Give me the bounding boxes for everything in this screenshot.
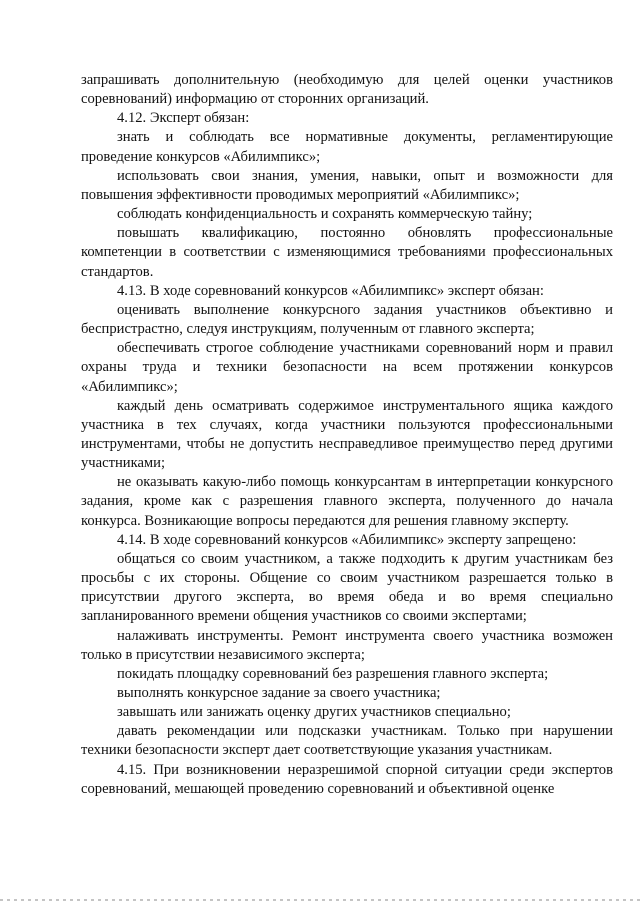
paragraph: повышать квалификацию, постоянно обновлять профессиональные компетенции в соответствии с изменяющимися требованиями профессиональных стандартов. [81,225,613,280]
paragraph: соблюдать конфиденциальность и сохранять коммерческую тайну; [117,206,533,223]
paragraph: покидать площадку соревнований без разрешения главного эксперта; [117,665,549,682]
paragraph: налаживать инструменты. Ремонт инструмента своего участника возможен только в присутствии независимого эксперта; [81,627,613,663]
document-body [81,71,613,799]
paragraph: выполнять конкурсное задание за своего участника; [117,685,441,701]
paragraph: знать и соблюдать все нормативные документы, регламентирующие проведение конкурсов «Абилимпикс»; [81,129,613,165]
section-heading-4-15: 4.15. При возникновении неразрешимой спорной ситуации среди экспертов соревнований, мешающей проведению соревнований и объективной оценке [81,761,613,797]
section-heading-4-13: 4.13. В ходе соревнований конкурсов «Абилимпикс» эксперт обязан: [117,282,544,299]
paragraph: обеспечивать строгое соблюдение участниками соревнований норм и правил охраны труда и техники безопасности на всем протяжении конкурсов «Абилимпикс»; [81,340,613,395]
paragraph: общаться со своим участником, а также подходить к другим участникам без просьбы с их стороны. Общение со своим участником разрешается только в присутствии другого эксперта, во время обеда и во время специально запланированного времени общения участников со своими экспертами; [81,550,613,625]
paragraph: завышать или занижать оценку других участников специально; [117,704,511,721]
paragraph: каждый день осматривать содержимое инструментального ящика каждого участника в тех случаях, когда участники пользуются профессиональными инструментами, чтобы не допустить несправедливое преимущество перед другими участниками; [81,397,613,472]
paragraph: запрашивать дополнительную (необходимую для целей оценки участников соревнований) информацию от сторонних организаций. [81,72,613,108]
paragraph: оценивать выполнение конкурсного задания участников объективно и беспристрастно, следуя инструкциям, полученным от главного эксперта; [81,301,613,338]
section-heading-4-12: 4.12. Эксперт обязан: [117,110,250,127]
section-heading-4-14: 4.14. В ходе соревнований конкурсов «Абилимпикс» эксперту запрещено: [117,531,577,548]
paragraph: не оказывать какую-либо помощь конкурсантам в интерпретации конкурсного задания, кроме как с разрешения главного эксперта, полученного до начала конкурса. Возникающие вопросы передаются для решения главному эксперту. [81,474,613,529]
scan-edge-divider [0,899,640,901]
paragraph: давать рекомендации или подсказки участникам. Только при нарушении техники безопасности эксперт дает соответствующие указания участникам. [81,723,613,759]
paragraph: использовать свои знания, умения, навыки, опыт и возможности для повышения эффективности проводимых мероприятий «Абилимпикс»; [81,167,613,203]
